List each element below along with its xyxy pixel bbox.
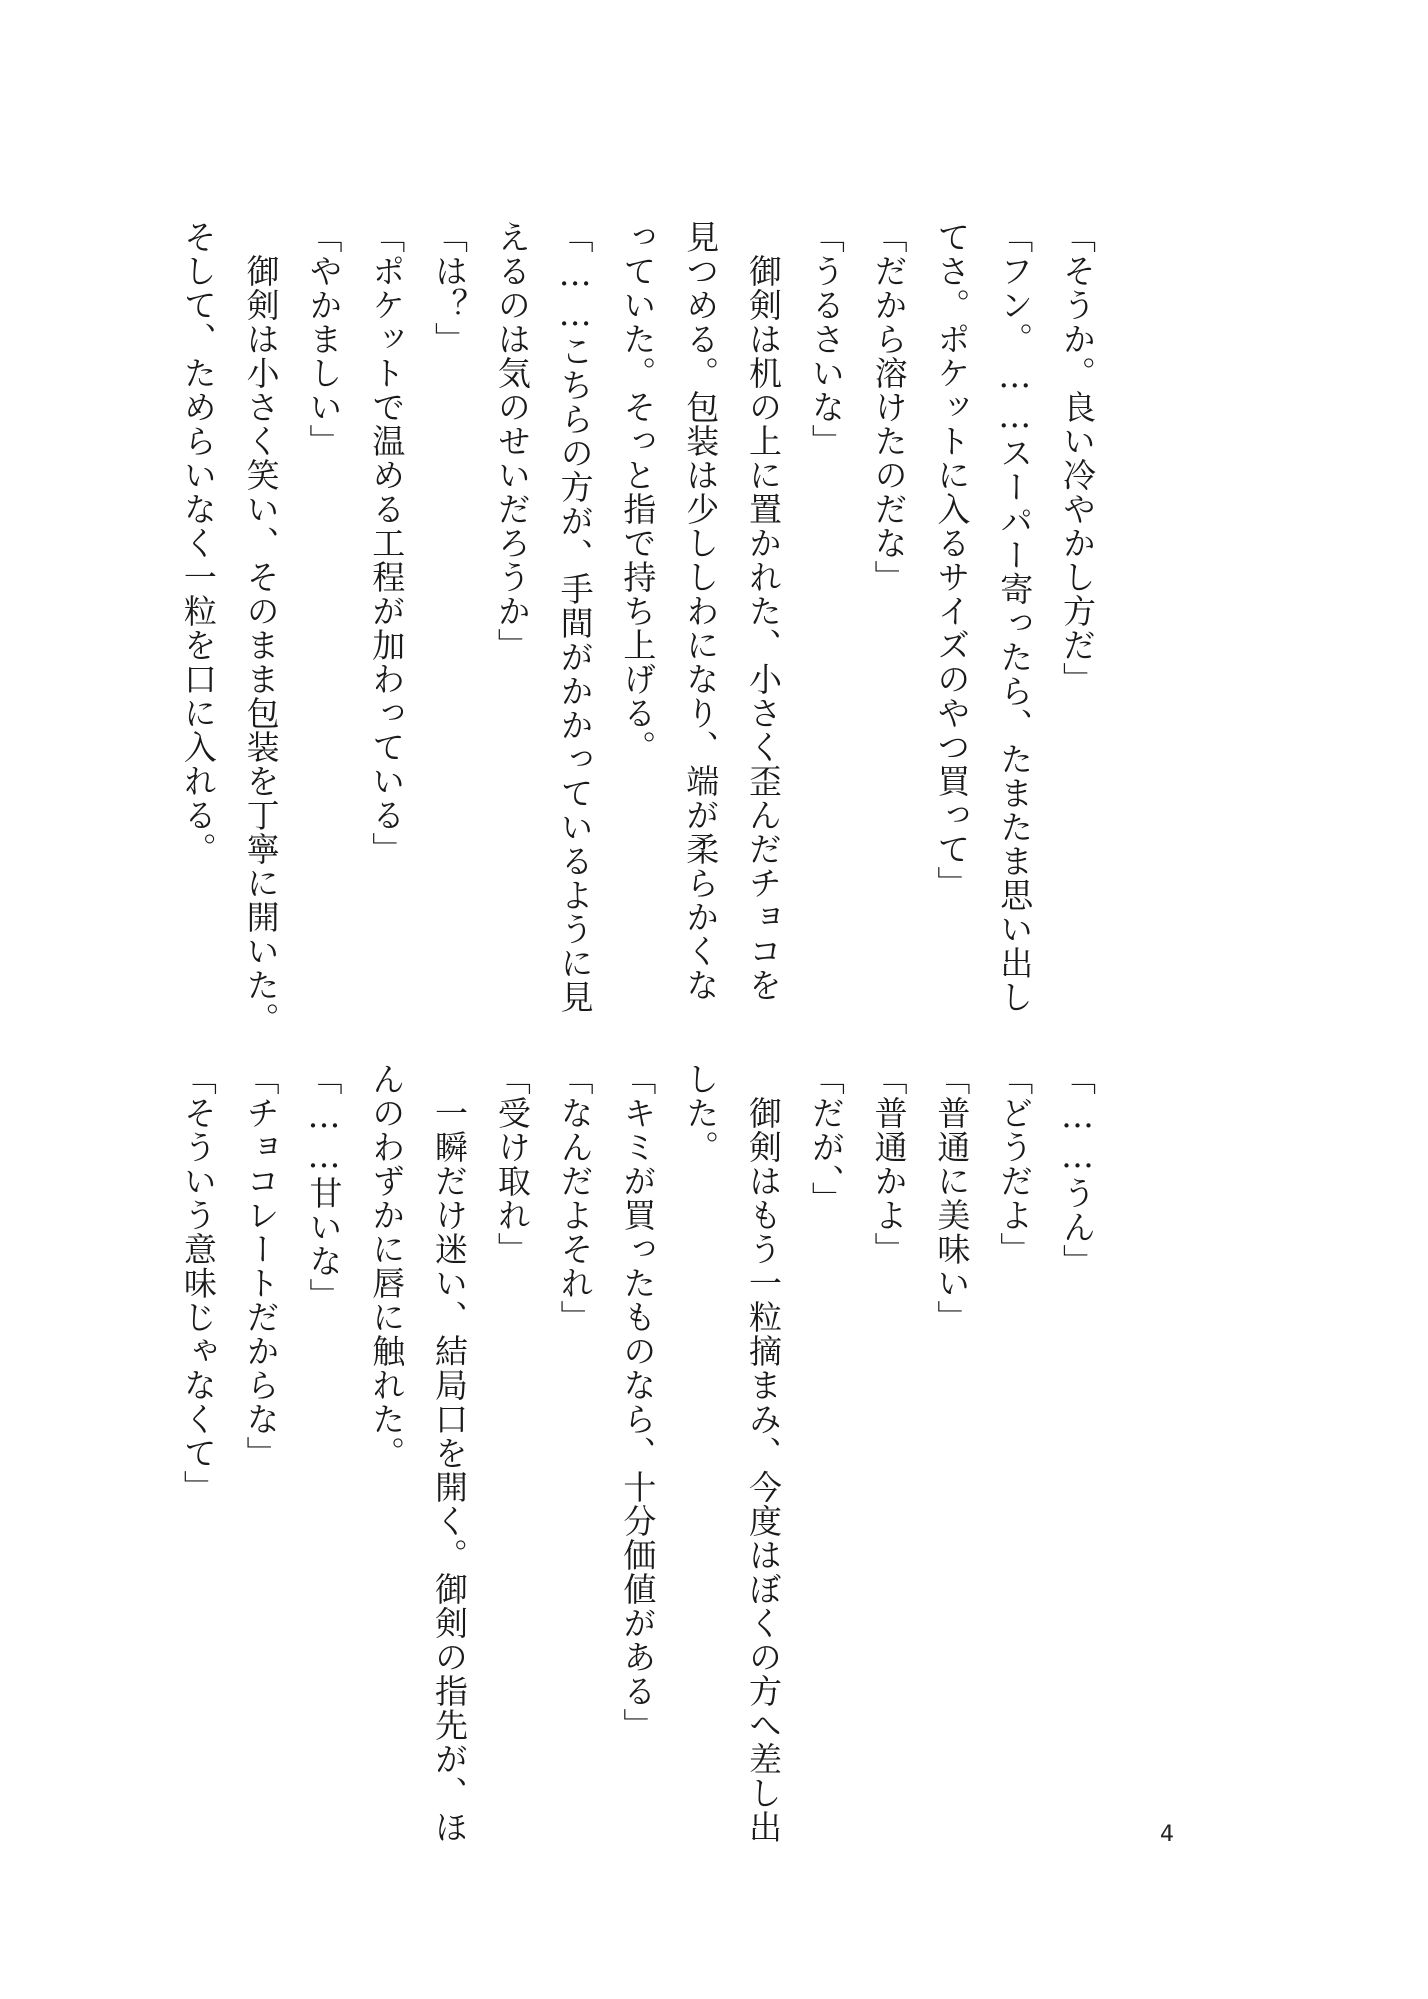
text-line: 「そうか。良い冷やかし方だ」: [1058, 220, 1097, 696]
text-line: 「普通かよ」: [869, 1062, 909, 1266]
text-line: 御剣は小さく笑い、そのまま包装を丁寧に開いた。: [241, 220, 281, 1036]
text-line: 「だから溶けたのだな」: [869, 220, 909, 594]
text-line: っていた。そっと指で持ち上げる。: [618, 220, 658, 764]
text-line: 「ポケットで温める工程が加わっている」: [367, 220, 407, 866]
text-line: 「うるさいな」: [806, 220, 846, 458]
text-line: 「フン。……スーパー寄ったら、たまたま思い出し: [995, 220, 1035, 1014]
text-line: えるのは気のせいだろうか」: [492, 220, 532, 662]
text-line: 「そういう意味じゃなくて」: [178, 1062, 218, 1504]
text-line: 「……こちらの方が、手間がかかっているように見: [555, 220, 595, 1014]
text-line: 見つめる。包装は少ししわになり、端が柔らかくな: [681, 220, 721, 1002]
text-line: 「受け取れ」: [492, 1062, 532, 1266]
text-line: 「どうだよ」: [995, 1062, 1035, 1266]
text-line: そして、ためらいなく一粒を口に入れる。: [178, 220, 218, 866]
text-line: 御剣は机の上に置かれた、小さく歪んだチョコを: [744, 220, 784, 1002]
text-line: 「なんだよそれ」: [555, 1062, 595, 1334]
text-line: 「チョコレートだからな」: [241, 1062, 281, 1470]
text-line: 「……甘いな」: [304, 1062, 344, 1312]
text-line: んのわずかに唇に触れた。: [367, 1062, 407, 1470]
text-line: 御剣はもう一粒摘まみ、今度はぼくの方へ差し出: [744, 1062, 784, 1844]
text-block-lower: [166, 1062, 1108, 1852]
text-line: 一瞬だけ迷い、結局口を開く。御剣の指先が、ほ: [430, 1062, 470, 1844]
text-line: 「キミが買ったものなら、十分価値がある」: [618, 1062, 658, 1742]
page-number: 4: [1160, 1822, 1174, 1847]
text-line: 「は？」: [430, 220, 470, 356]
text-line: てさ。ポケットに入るサイズのやつ買って」: [932, 220, 972, 900]
text-line: 「普通に美味い」: [932, 1062, 972, 1334]
text-block-upper: [166, 220, 1108, 1036]
text-line: 「やかましい」: [304, 220, 344, 458]
text-line: 「……うん」: [1058, 1062, 1097, 1278]
text-line: した。: [681, 1062, 721, 1164]
text-line: 「だが、」: [806, 1062, 846, 1216]
